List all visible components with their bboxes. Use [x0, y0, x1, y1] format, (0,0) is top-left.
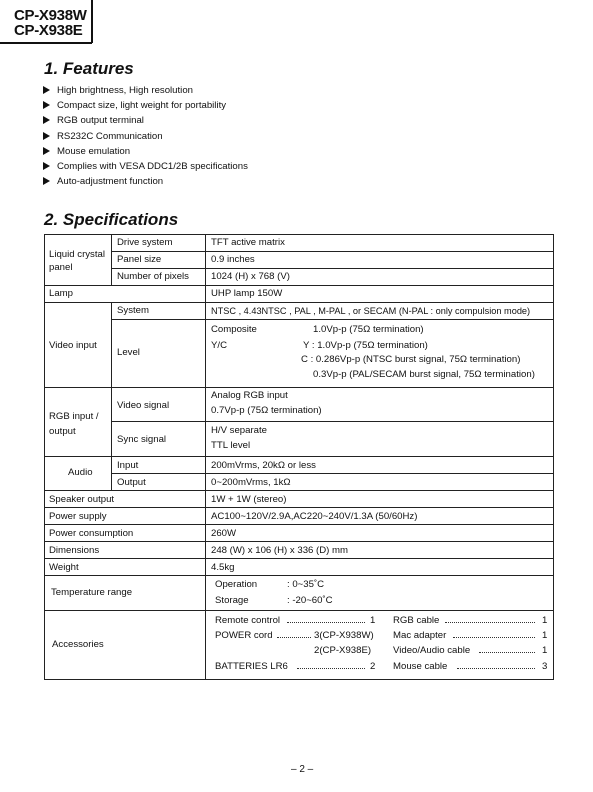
sync-value-2: TTL level: [211, 440, 251, 451]
batteries-qty: 2: [370, 661, 376, 672]
header-rule-vertical: [91, 0, 93, 43]
power-cord-w-qty: 3(CP-X938W): [314, 630, 374, 641]
weight-value: 4.5kg: [211, 562, 235, 573]
bullet-arrow-icon: [43, 162, 50, 170]
weight-label: Weight: [49, 562, 79, 573]
accessories-label: Accessories: [52, 639, 104, 650]
page-number: – 2 –: [291, 764, 314, 775]
av-cable-qty: 1: [542, 645, 548, 656]
power-consumption-label: Power consumption: [49, 528, 134, 539]
rgb-video-value-1: Analog RGB input: [211, 390, 288, 401]
features-title: 1. Features: [44, 59, 134, 78]
feature-item: RS232C Communication: [42, 129, 248, 144]
dot-leader: [457, 661, 539, 673]
mouse-cable-label: Mouse cable: [393, 661, 448, 672]
storage-label: Storage: [215, 595, 249, 606]
dot-leader: [479, 645, 539, 657]
c-value-1: C : 0.286Vp-p (NTSC burst signal, 75Ω termination): [301, 354, 521, 365]
remote-control-label: Remote control: [215, 615, 281, 626]
specifications-table: [44, 234, 554, 680]
panel-size-value: 0.9 inches: [211, 254, 255, 265]
y-value: Y : 1.0Vp-p (75Ω termination): [303, 340, 428, 351]
video-system-label: System: [117, 305, 149, 316]
dimensions-label: Dimensions: [49, 545, 100, 556]
operation-value: : 0~35˚C: [287, 579, 325, 590]
storage-value: : -20~60˚C: [287, 595, 333, 606]
feature-item: Compact size, light weight for portability: [42, 98, 248, 113]
mouse-cable-qty: 3: [542, 661, 548, 672]
bullet-arrow-icon: [43, 132, 50, 140]
rgb-cable-qty: 1: [542, 615, 548, 626]
operation-label: Operation: [215, 579, 258, 590]
temperature-label: Temperature range: [51, 587, 133, 598]
sync-value-1: H/V separate: [211, 425, 267, 436]
speaker-label: Speaker output: [49, 494, 115, 505]
rgb-video-value-2: 0.7Vp-p (75Ω termination): [211, 405, 322, 416]
power-supply-value: AC100~120V/2.9A,AC220~240V/1.3A (50/60Hz): [211, 511, 418, 522]
bullet-arrow-icon: [43, 86, 50, 94]
lamp-value: UHP lamp 150W: [211, 288, 283, 299]
video-level-label: Level: [117, 347, 140, 358]
bullet-arrow-icon: [43, 177, 50, 185]
power-supply-label: Power supply: [49, 511, 107, 522]
feature-item: High brightness, High resolution: [42, 83, 248, 98]
lcd-label: Liquid crystal panel: [49, 249, 105, 273]
header-rule-horizontal: [0, 42, 92, 44]
dimensions-value: 248 (W) x 106 (H) x 336 (D) mm: [211, 545, 349, 556]
av-cable-label: Video/Audio cable: [393, 645, 471, 656]
features-list: [42, 83, 248, 189]
rgb-cable-label: RGB cable: [393, 615, 440, 626]
dot-leader: [453, 630, 539, 642]
feature-item: RGB output terminal: [42, 113, 248, 128]
audio-input-value: 200mVrms, 20kΩ or less: [211, 460, 316, 471]
c-value-2: 0.3Vp-p (PAL/SECAM burst signal, 75Ω termination): [313, 369, 535, 380]
bullet-arrow-icon: [43, 101, 50, 109]
pixels-label: Number of pixels: [117, 271, 189, 282]
model-line-2: CP-X938E: [14, 22, 83, 39]
rgb-label: RGB input / output: [49, 411, 99, 437]
speaker-value: 1W + 1W (stereo): [211, 494, 287, 505]
video-input-label: Video input: [49, 340, 97, 351]
composite-label: Composite: [211, 324, 257, 335]
video-system-value: NTSC , 4.43NTSC , PAL , M-PAL , or SECAM (N-PAL : only compulsion mode): [211, 306, 531, 316]
table-border: [44, 234, 554, 680]
drive-system-value: TFT active matrix: [211, 237, 285, 248]
lamp-label: Lamp: [49, 288, 73, 299]
power-cord-label: POWER cord: [215, 630, 273, 641]
audio-label: Audio: [68, 467, 93, 478]
specifications-title: 2. Specifications: [44, 210, 179, 229]
feature-item: Mouse emulation: [42, 144, 248, 159]
composite-value: 1.0Vp-p (75Ω termination): [313, 324, 424, 335]
audio-output-label: Output: [117, 477, 146, 488]
yc-label: Y/C: [211, 340, 227, 351]
mac-adapter-qty: 1: [542, 630, 548, 641]
power-consumption-value: 260W: [211, 528, 237, 539]
dot-leader: [445, 615, 539, 627]
power-cord-e-qty: 2(CP-X938E): [314, 645, 372, 656]
drive-system-label: Drive system: [117, 237, 173, 248]
mac-adapter-label: Mac adapter: [393, 630, 447, 641]
sync-label: Sync signal: [117, 434, 167, 445]
remote-control-qty: 1: [370, 615, 376, 626]
bullet-arrow-icon: [43, 116, 50, 124]
panel-size-label: Panel size: [117, 254, 162, 265]
dot-leader: [297, 661, 369, 673]
bullet-arrow-icon: [43, 147, 50, 155]
model-line-1: CP-X938W: [14, 7, 87, 24]
audio-input-label: Input: [117, 460, 139, 471]
feature-item: Auto-adjustment function: [42, 174, 248, 189]
model-name: [14, 8, 87, 38]
dot-leader: [277, 630, 313, 642]
pixels-value: 1024 (H) x 768 (V): [211, 271, 290, 282]
batteries-label: BATTERIES LR6: [215, 661, 288, 672]
dot-leader: [287, 615, 369, 627]
feature-item: Complies with VESA DDC1/2B specifications: [42, 159, 248, 174]
audio-output-value: 0~200mVrms, 1kΩ: [211, 477, 291, 488]
rgb-video-label: Video signal: [117, 400, 170, 411]
